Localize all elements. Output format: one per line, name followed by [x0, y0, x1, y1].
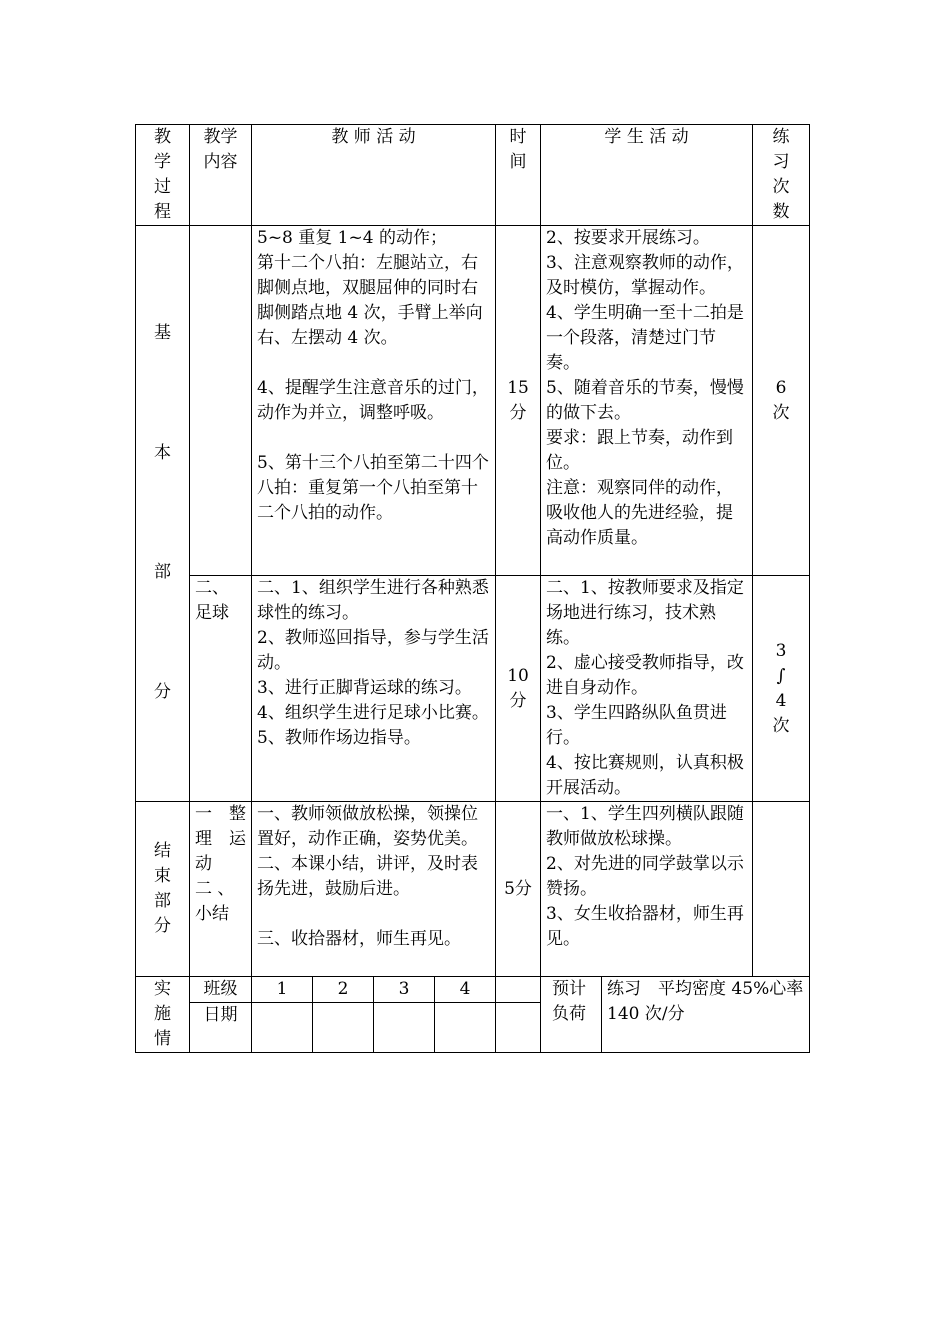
date-cell-blank — [496, 1003, 541, 1053]
basic-row-1 — [136, 226, 810, 576]
ending-count — [753, 802, 810, 977]
basic-row-2 — [136, 576, 810, 802]
date-cell-4 — [435, 1003, 496, 1053]
header-process: 教学过程 — [136, 125, 190, 226]
class-2: 2 — [313, 977, 374, 1003]
header-student-activity: 学 生 活 动 — [541, 125, 753, 226]
basic-student-activity-2: 二、1、按教师要求及指定场地进行练习，技术熟练。 2、虚心接受教师指导，改进自身动作。 3、学生四路纵队鱼贯进行。 4、按比赛规则，认真积极开展活动。 — [541, 576, 753, 802]
table-header-row — [136, 125, 810, 226]
basic-count-2: 3 ∫ 4 次 — [753, 576, 810, 802]
class-1: 1 — [252, 977, 313, 1003]
class-blank — [496, 977, 541, 1003]
basic-time-2: 10分 — [496, 576, 541, 802]
date-label: 日期 — [190, 1003, 252, 1053]
ending-teacher-activity: 一、教师领做放松操，领操位置好，动作正确，姿势优美。 二、本课小结，讲评，及时表扬先进，鼓励后进。 三、收拾器材，师生再见。 — [252, 802, 496, 977]
class-4: 4 — [435, 977, 496, 1003]
basic-content-1 — [190, 226, 252, 576]
ending-time: 5分 — [496, 802, 541, 977]
basic-time-1: 15分 — [496, 226, 541, 576]
basic-student-activity-1: 2、按要求开展练习。 3、注意观察教师的动作，及时模仿，掌握动作。 4、学生明确一至十二拍是一个段落，清楚过门节奏。 5、随着音乐的节奏，慢慢的做下去。 要求：跟上节奏，动作到位。 注意：观察同伴的动作，吸收他人的先进经验，提高动作质量。 — [541, 226, 753, 576]
basic-teacher-activity-1: 5~8 重复 1~4 的动作； 第十二个八拍：左腿站立，右脚侧点地，双腿屈伸的同时右脚侧踏点地 4 次，手臂上举向右、左摆动 4 次。 4、提醒学生注意音乐的过门，动作为并立，调整呼吸。 5、第十三个八拍至第二十四个八拍：重复第一个八拍至第十二个八拍的动作。 — [252, 226, 496, 576]
date-cell-2 — [313, 1003, 374, 1053]
lesson-plan-table — [135, 124, 810, 1053]
load-text: 练习 平均密度 45%心率 140 次/分 — [602, 977, 810, 1053]
header-time: 时间 — [496, 125, 541, 226]
basic-content-football: 二、足球 — [190, 576, 252, 802]
load-label: 预计负荷 — [541, 977, 602, 1053]
header-teacher-activity: 教 师 活 动 — [252, 125, 496, 226]
class-label: 班级 — [190, 977, 252, 1003]
ending-student-activity: 一、1、学生四列横队跟随教师做放松球操。 2、对先进的同学鼓掌以示赞扬。 3、女生收拾器材，师生再见。 — [541, 802, 753, 977]
header-practice-count: 练习次数 — [753, 125, 810, 226]
implementation-row-class — [136, 977, 810, 1003]
header-content: 教学内容 — [190, 125, 252, 226]
ending-content: 一 整理 运动 二 、小结 — [190, 802, 252, 977]
basic-teacher-activity-2: 二、1、组织学生进行各种熟悉球性的练习。 2、教师巡回指导，参与学生活动。 3、进行正脚背运球的练习。 4、组织学生进行足球小比赛。 5、教师作场边指导。 — [252, 576, 496, 802]
implementation-label: 实施情 — [136, 977, 190, 1053]
ending-row — [136, 802, 810, 977]
basic-section-label: 基 本 部 分 — [136, 226, 190, 802]
date-cell-3 — [374, 1003, 435, 1053]
class-3: 3 — [374, 977, 435, 1003]
date-cell-1 — [252, 1003, 313, 1053]
ending-section-label: 结束部分 — [136, 802, 190, 977]
basic-count-1: 6次 — [753, 226, 810, 576]
